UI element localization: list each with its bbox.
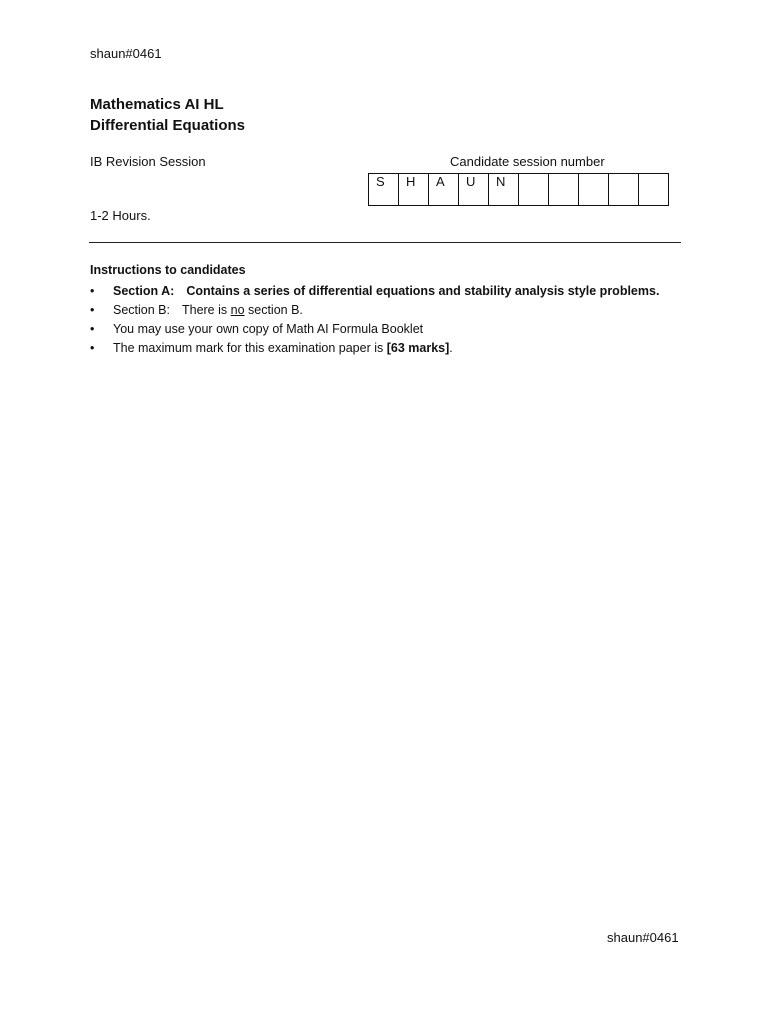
bullet-icon: • <box>90 341 95 355</box>
instructions-list <box>90 282 659 358</box>
candidate-session-label: Candidate session number <box>450 154 605 169</box>
candidate-box: H <box>399 174 429 206</box>
instruction-item-section-b <box>90 301 659 320</box>
instruction-text: There is <box>181 303 231 317</box>
candidate-box <box>609 174 639 206</box>
candidate-box <box>579 174 609 206</box>
session-label: IB Revision Session <box>90 154 206 169</box>
header-identifier: shaun#0461 <box>90 46 162 61</box>
candidate-box <box>519 174 549 206</box>
document-title <box>90 94 245 136</box>
max-marks-value: [63 marks] <box>386 341 450 355</box>
instruction-text: section B. <box>244 303 303 317</box>
bullet-icon: • <box>90 322 95 336</box>
bullet-icon: • <box>90 284 95 298</box>
instructions-heading: Instructions to candidates <box>90 263 246 277</box>
instruction-text: You may use your own copy of Math AI Formula Booklet <box>113 322 424 336</box>
instruction-item-section-a <box>90 282 659 301</box>
candidate-box <box>549 174 579 206</box>
candidate-number-boxes <box>368 173 669 206</box>
instruction-text: . <box>449 341 453 355</box>
candidate-box <box>639 174 669 206</box>
candidate-box: N <box>489 174 519 206</box>
instruction-underlined-text: no <box>230 303 245 317</box>
instruction-text: Contains a series of differential equations and stability analysis style problems. <box>186 284 660 298</box>
instruction-label: Section B: <box>113 303 170 317</box>
footer-identifier: shaun#0461 <box>607 930 679 945</box>
title-line-topic: Differential Equations <box>90 117 246 134</box>
horizontal-divider <box>89 242 681 243</box>
title-line-subject: Mathematics AI HL <box>90 96 224 113</box>
instruction-item-max-marks <box>90 339 659 358</box>
instruction-text: The maximum mark for this examination paper is <box>113 341 387 355</box>
exam-duration: 1-2 Hours. <box>90 208 151 223</box>
bullet-icon: • <box>90 303 95 317</box>
candidate-box: A <box>429 174 459 206</box>
candidate-box: S <box>369 174 399 206</box>
instruction-label: Section A: <box>113 284 175 298</box>
candidate-box: U <box>459 174 489 206</box>
instruction-item-formula-booklet <box>90 320 659 339</box>
